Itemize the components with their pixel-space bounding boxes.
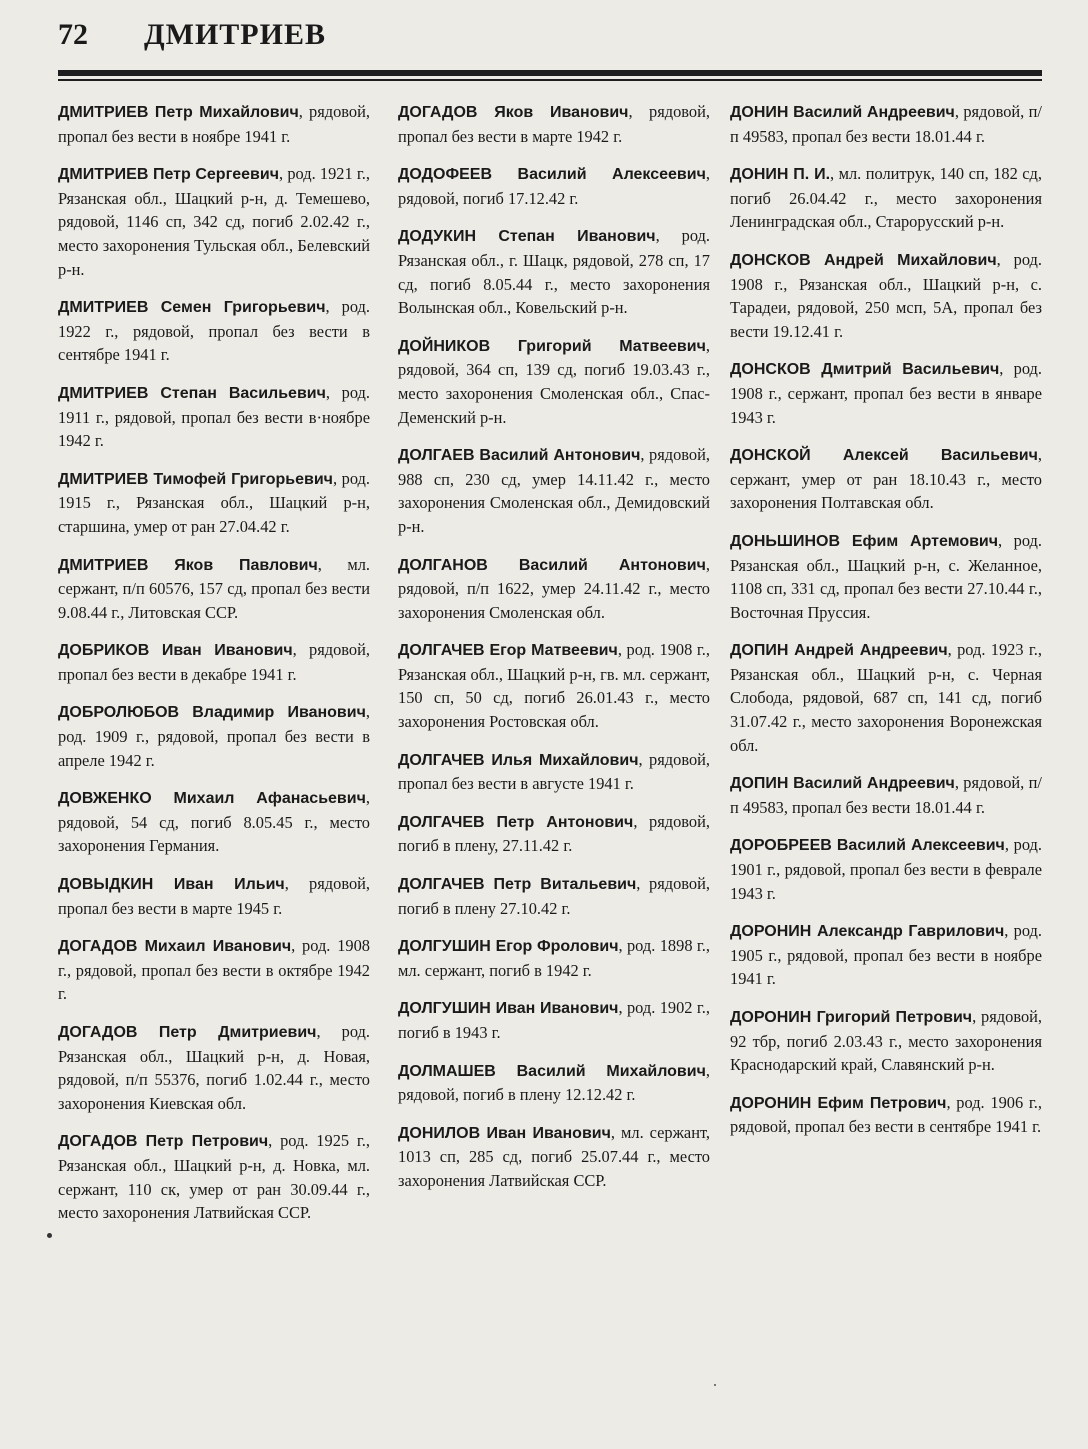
entry [398,1059,710,1107]
entry-text: , рядовой, погиб в плену 12.12.42 г. [398,1060,710,1105]
entry-name: ДОЛМАШЕВ Василий Михайлович [398,1062,706,1080]
entry-text: , рядовой, пропал без вести в марте 1945 г. [58,874,371,918]
entry-text: , род. 1898 г., мл. сержант, погиб в 1942 г. [398,936,710,980]
column-3 [730,100,1042,1153]
entry-name: ДОРОНИН Ефим Петрович [730,1094,947,1112]
entry-name: ДОРОБРЕЕВ Василий Алексеевич [730,837,1005,855]
entry-name: ДОЛГАНОВ Василий Антонович [398,556,706,574]
entry [398,443,710,538]
entry-text: , род. 1915 г., Рязанская обл., Шацкий р-н, старшина, умер от ран 27.04.42 г. [58,468,370,536]
entry-text: , рядовой, погиб в плену, 27.11.42 г. [398,811,710,856]
header-rule-thick [58,70,1042,76]
entry [58,100,370,148]
entry-text: , род. 1911 г., рядовой, пропал без вести в·ноябре 1942 г. [58,382,370,451]
entry [398,872,710,920]
entry [730,357,1042,429]
entry [398,638,710,733]
entry [398,1121,710,1193]
entry [398,100,710,148]
entry-name: ДОНЬШИНОВ Ефим Артемович [730,532,999,550]
entry-name: ДОНСКОЙ Алексей Васильевич [730,447,1038,465]
entry [58,1129,370,1224]
entry-text: , род. 1925 г., Рязанская обл., Шацкий р-н, д. Новка, мл. сержант, 110 ск, умер от ран 30.09.44 г., место захоронения Латвийская ССР. [58,1131,370,1223]
entry-name: ДОЛГУШИН Иван Иванович [398,1000,619,1018]
entry-text: , рядовой, 92 тбр, погиб 2.03.43 г., место захоронения Краснодарский край, Славянский р-н. [730,1007,1043,1075]
margin-mark [47,1233,52,1238]
entry-name: ДОДУКИН Степан Иванович [398,228,656,246]
entry-text: , рядовой, 364 сп, 139 сд, погиб 19.03.43 г., место захоронения Смоленская обл., Спас-Деменский р-н. [398,335,710,427]
entry-name: ДОНСКОВ Дмитрий Васильевич [730,361,1000,379]
entry [398,810,710,858]
entry-text: , род. 1908 г., Рязанская обл., Шацкий р-н, гв. мл. сержант, 150 сп, 50 сд, погиб 26.01.43 г., место захоронения Ростовская обл. [398,640,710,732]
entry [398,553,710,625]
entry-text: , рядовой, п/п 49583, пропал без вести 18.01.44 г. [730,102,1042,146]
entries-columns [58,100,1042,1300]
entry-name: ДОГАДОВ Петр Дмитриевич [58,1024,317,1041]
entry-name: ДОЛГАЧЕВ Егор Матвеевич [398,642,618,660]
entry-name: ДМИТРИЕВ Петр Михайлович [58,104,299,121]
entry-name: ДОЛГАЕВ Василий Антонович [398,447,641,465]
entry-text: , род. 1909 г., рядовой, пропал без вести в апреле 1942 г. [58,702,370,770]
entry-name: ДОРОНИН Александр Гаврилович [730,923,1005,941]
entry-text: , рядовой, пропал без вести в марте 1942 г. [398,102,710,146]
entry-name: ДОНИН Василий Андреевич [730,104,955,121]
entry-text: , род. Рязанская обл., Шацкий р-н, с. Желанное, 1108 сп, 331 сд, пропал без вести 27.10.44 г., Восточная Пруссия. [730,530,1042,622]
entry [730,443,1042,515]
entry-name: ДОЛГУШИН Егор Фролович [398,938,619,956]
entry-name: ДОПИН Андрей Андреевич [730,642,948,660]
entry [58,295,370,367]
header-rule-thin [58,79,1042,81]
entry-name: ДОГАДОВ Михаил Иванович [58,938,292,956]
entry-text: , рядовой, п/п 49583, пропал без вести 18.01.44 г. [730,773,1042,817]
entry [730,638,1042,757]
entry [58,638,370,686]
entry-name: ДОНИЛОВ Иван Иванович [398,1124,611,1142]
entry [730,248,1042,343]
entry [398,748,710,796]
entry-text: , рядовой, 54 сд, погиб 8.05.45 г., место захоронения Германия. [58,788,370,856]
entry-name: ДОВЫДКИН Иван Ильич [58,876,285,894]
entry-text: , род. Рязанская обл., Шацкий р-н, д. Новая, рядовой, п/п 55376, погиб 1.02.44 г., место захоронения Киевская обл. [58,1022,370,1113]
entry [730,919,1042,991]
entry [730,771,1042,819]
entry [398,934,710,982]
entry-name: ДОБРИКОВ Иван Иванович [58,642,293,660]
entry-name: ДОДОФЕЕВ Василий Алексеевич [398,166,706,184]
entry-name: ДОЛГАЧЕВ Петр Антонович [398,813,634,831]
entry-text: , рядовой, п/п 1622, умер 24.11.42 г., место захоронения Смоленская обл. [398,554,710,622]
entry-text: , рядовой, пропал без вести в декабре 1941 г. [58,640,370,684]
entry-text: , род. 1908 г., рядовой, пропал без вести в октябре 1942 г. [58,936,370,1004]
entry [730,833,1042,905]
entry-name: ДОЙНИКОВ Григорий Матвеевич [398,337,706,355]
page-header [58,16,1042,56]
entry-text: , рядовой, пропал без вести в ноябре 1941 г. [58,102,370,146]
entry-name: ДОНСКОВ Андрей Михайлович [730,251,997,269]
entry [58,872,370,920]
entry-text: , род. 1908 г., Рязанская обл., Шацкий р-н, с. Тарадеи, рядовой, 250 мсп, 5А, пропал без вести 19.12.41 г. [730,249,1042,341]
entry [398,224,710,319]
entry [730,100,1042,148]
entry [58,553,370,625]
entry-text: , род. 1906 г., рядовой, пропал без вести в сентябре 1941 г. [730,1092,1042,1137]
entry-name: ДОБРОЛЮБОВ Владимир Иванович [58,704,366,722]
entry-text: , род. 1901 г., рядовой, пропал без вести в феврале 1943 г. [730,835,1042,903]
entry [58,162,370,281]
entry [58,786,370,858]
entry-text: , рядовой, погиб 17.12.42 г. [398,164,710,208]
entry-text: , род. 1922 г., рядовой, пропал без вести в сентябре 1941 г. [58,297,370,365]
entry [58,934,370,1006]
entry-name: ДМИТРИЕВ Тимофей Григорьевич [58,470,333,488]
entry-name: ДОЛГАЧЕВ Илья Михайлович [398,751,639,769]
column-1 [58,100,370,1239]
entry [730,1091,1042,1139]
entry-name: ДОРОНИН Григорий Петрович [730,1009,973,1026]
entry-name: ДМИТРИЕВ Яков Павлович [58,556,318,574]
entry-text: , род. 1923 г., Рязанская обл., Шацкий р-н, с. Черная Слобода, рядовой, 687 сп, 141 сд, погиб 31.07.42 г., место захоронения Воронежская обл. [730,640,1042,755]
entry-name: ДОНИН П. И. [730,166,831,184]
entry [58,467,370,539]
entry [398,334,710,429]
entry-text: , род. 1905 г., рядовой, пропал без вести в ноябре 1941 г. [730,921,1042,989]
entry [730,162,1042,234]
entry-name: ДМИТРИЕВ Степан Васильевич [58,384,326,402]
entry-text: , мл. политрук, 140 сп, 182 сд, погиб 26.04.42 г., место захоронения Ленинградская обл., Старорусский р-н. [730,164,1042,232]
entry [730,1005,1042,1077]
page-number: 72 [58,18,88,51]
running-head: ДМИТРИЕВ [144,18,326,51]
paper-speck [714,1384,716,1386]
entry-name: ДМИТРИЕВ Семен Григорьевич [58,299,326,317]
entry-text: , мл. сержант, п/п 60576, 157 сд, пропал без вести 9.08.44 г., Литовская ССР. [58,554,370,622]
entry-text: , род. 1908 г., сержант, пропал без вести в январе 1943 г. [730,359,1042,427]
entry-text: , рядовой, 988 сп, 230 сд, умер 14.11.42 г., место захоронения Смоленская обл., Демидовский р-н. [398,445,710,536]
entry-text: , род. 1902 г., погиб в 1943 г. [398,998,710,1042]
entry-text: , род. Рязанская обл., г. Шацк, рядовой, 278 сп, 17 сд, погиб 8.05.44 г., место захоронения Волынская обл., Ковельский р-н. [398,226,710,318]
entry-name: ДОЛГАЧЕВ Петр Витальевич [398,876,637,894]
entry-name: ДОВЖЕНКО Михаил Афанасьевич [58,790,366,808]
entry [398,996,710,1044]
entry [58,700,370,772]
column-2 [398,100,710,1207]
entry-text: , род. 1921 г., Рязанская обл., Шацкий р-н, д. Темешево, рядовой, 1146 сп, 342 сд, погиб 2.02.42 г., место захоронения Тульская обл., Белевский р-н. [58,164,370,279]
entry-name: ДОПИН Василий Андреевич [730,775,955,793]
entry [58,1020,370,1115]
entry-text: , мл. сержант, 1013 сп, 285 сд, погиб 25.07.44 г., место захоронения Латвийская ССР. [398,1122,710,1190]
entry-name: ДОГАДОВ Яков Иванович [398,104,629,121]
entry-name: ДОГАДОВ Петр Петрович [58,1133,269,1151]
entry [58,381,370,453]
entry-text: , рядовой, погиб в плену 27.10.42 г. [398,874,710,918]
entry-text: , рядовой, пропал без вести в августе 1941 г. [398,749,711,794]
entry-name: ДМИТРИЕВ Петр Сергеевич [58,166,279,184]
entry [730,529,1042,624]
entry-text: , сержант, умер от ран 18.10.43 г., место захоронения Полтавская обл. [730,445,1042,513]
entry [398,162,710,210]
